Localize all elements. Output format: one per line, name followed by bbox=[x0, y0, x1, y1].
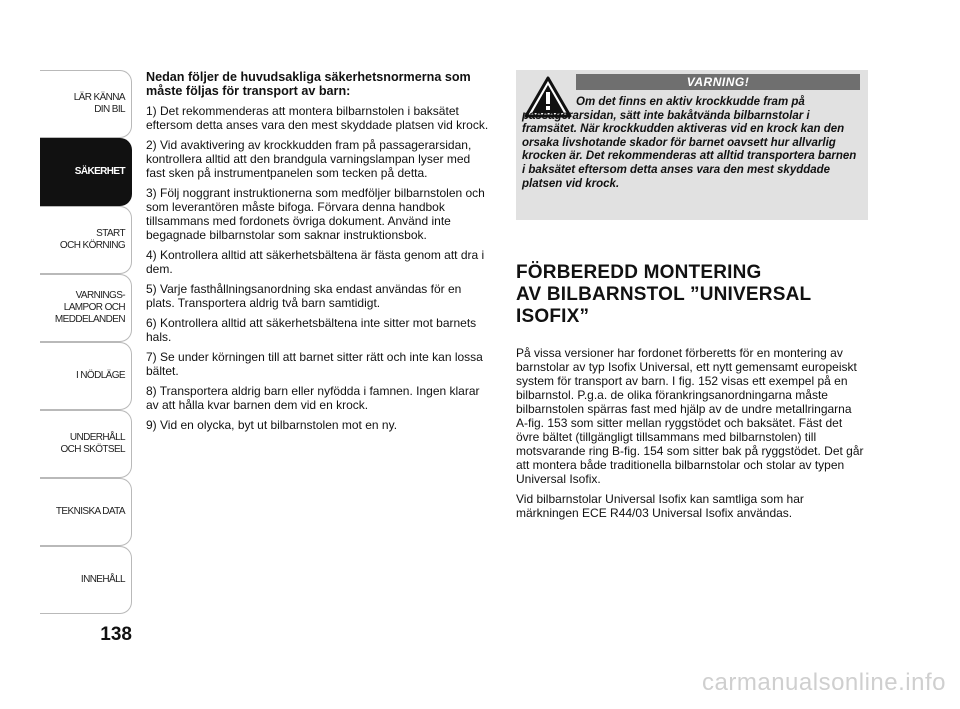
warning-text: Om det finns en aktiv krockkudde fram på passagerarsidan, sätt inte bakåtvända bilbarnstolar i framsätet. När krockkudden aktiveras vid en krock kan den orsaka livshotande skador för barnet oavsett hur allvarlig krocken är. Det rekommenderas att alltid transportera barnen i baksätet eftersom detta anses vara den mest skyddade platsen vid krock. bbox=[522, 96, 857, 190]
chapter-sidebar bbox=[40, 70, 132, 614]
isofix-section bbox=[516, 262, 866, 526]
tab-sakerhet[interactable]: SÄKERHET bbox=[40, 138, 132, 206]
watermark: carmanualsonline.info bbox=[702, 669, 946, 696]
rule-item: 6) Kontrollera alltid att säkerhetsbältena inte sitter mot barnets hals. bbox=[146, 316, 477, 344]
rule-item: 3) Följ noggrant instruktionerna som medföljer bilbarnstolen och som leverantören måste bifoga. Förvara denna handbok tillsammans med fordonets övriga dokument. Använd inte begagnade bilbarnstolar som saknar instruktionsbok. bbox=[146, 186, 485, 242]
rule-item: 5) Varje fasthållningsanordning ska endast användas för en plats. Transportera aldrig två barn samtidigt. bbox=[146, 282, 462, 310]
tab-tekniska-data[interactable]: TEKNISKA DATA bbox=[40, 478, 132, 546]
rule-item: 1) Det rekommenderas att montera bilbarnstolen i baksätet eftersom detta anses vara den mest skyddade platsen vid krock. bbox=[146, 104, 489, 132]
rules-lead: Nedan följer de huvudsakliga säkerhetsnormerna som måste följas för transport av barn: bbox=[146, 70, 471, 98]
body-paragraph: På vissa versioner har fordonet förberetts för en montering av barnstolar av typ Isofix Universal, ett nytt gemensamt europeiskt system för transport av barn. I fig. 152 visas ett exempel på en bilbarnstol. P.g.a. de olika förankringsanordningarna måste bilbarnstolen spärras fast med hjälp av de undre metallringarna A-fig. 153 som sitter mellan ryggstödet och baksätet. Fäst det övre bältet (tillgängligt tillsammans med bilbarnstolen) till motsvarande ring B-fig. 154 som sitter bak på ryggstödet. Det går att montera både traditionella bilbarnstolar och stolar av typen Universal Isofix. bbox=[516, 346, 864, 486]
rule-item: 9) Vid en olycka, byt ut bilbarnstolen mot en ny. bbox=[146, 418, 398, 432]
tab-start-och-korning[interactable]: START OCH KÖRNING bbox=[40, 206, 132, 274]
rule-item: 7) Se under körningen till att barnet sitter rätt och inte kan lossa bältet. bbox=[146, 350, 483, 378]
warning-box bbox=[516, 70, 868, 220]
tab-lar-kanna-din-bil[interactable]: LÄR KÄNNA DIN BIL bbox=[40, 70, 132, 138]
rule-item: 2) Vid avaktivering av krockkudden fram på passagerarsidan, kontrollera alltid att den brandgula varningslampan lyser med fast sken på instrumentpanelen som tecken på detta. bbox=[146, 138, 472, 180]
tab-varningslampor[interactable]: VARNINGS- LAMPOR OCH MEDDELANDEN bbox=[40, 274, 132, 342]
rule-item: 4) Kontrollera alltid att säkerhetsbältena är fästa genom att dra i dem. bbox=[146, 248, 485, 276]
body-paragraph: Vid bilbarnstolar Universal Isofix kan samtliga som har märkningen ECE R44/03 Universal Isofix användas. bbox=[516, 492, 804, 520]
safety-rules-column bbox=[146, 70, 492, 438]
page-number: 138 bbox=[100, 624, 132, 645]
tab-underhall[interactable]: UNDERHÅLL OCH SKÖTSEL bbox=[40, 410, 132, 478]
section-heading: FÖRBEREDD MONTERING AV BILBARNSTOL ”UNIVERSAL ISOFIX” bbox=[516, 262, 812, 327]
rule-item: 8) Transportera aldrig barn eller nyfödda i famnen. Ingen klarar av att hålla kvar barnen dem vid en krock. bbox=[146, 384, 480, 412]
tab-innehall[interactable]: INNEHÅLL bbox=[40, 546, 132, 614]
tab-i-nodlage[interactable]: I NÖDLÄGE bbox=[40, 342, 132, 410]
warning-title: VARNING! bbox=[576, 74, 860, 90]
